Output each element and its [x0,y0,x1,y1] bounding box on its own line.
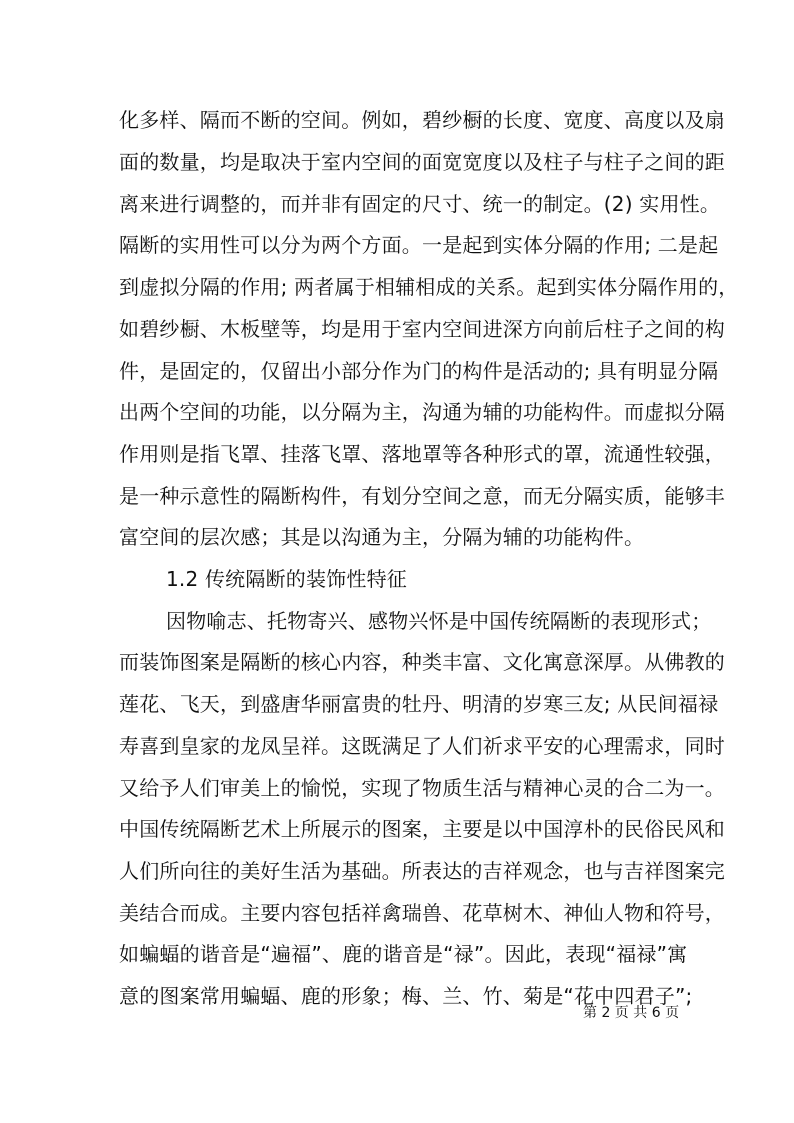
body-text-line: 作用则是指飞罩、挂落飞罩、落地罩等各种形式的罩，流通性较强， [119,442,725,466]
body-text-line: 人们所向往的美好生活为基础。所表达的吉祥观念，也与吉祥图案完 [119,859,725,883]
body-text-line: 隔断的实用性可以分为两个方面。一是起到实体分隔的作用; 二是起 [119,233,719,257]
section-heading: 1.2 传统隔断的装饰性特征 [166,567,407,591]
body-text-line: 出两个空间的功能，以分隔为主，沟通为辅的功能构件。而虚拟分隔 [119,400,725,424]
body-text-line: 意的图案常用蝙蝠、鹿的形象；梅、兰、竹、菊是“花中四君子”; [119,984,693,1008]
body-text-line: 寿喜到皇家的龙凤呈祥。这既满足了人们祈求平安的心理需求，同时 [119,734,725,758]
body-text-line: 化多样、隔而不断的空间。例如，碧纱橱的长度、宽度、高度以及扇 [119,108,725,132]
page-number-footer: 第 2 页 共 6 页 [583,1005,680,1021]
paragraph-first-line: 因物喻志、托物寄兴、感物兴怀是中国传统隔断的表现形式； [166,609,712,633]
body-text-line: 如碧纱橱、木板壁等，均是用于室内空间进深方向前后柱子之间的构 [119,317,725,341]
body-text-line: 富空间的层次感；其是以沟通为主，分隔为辅的功能构件。 [119,525,645,549]
body-text-line: 美结合而成。主要内容包括祥禽瑞兽、花草树木、神仙人物和符号， [119,901,725,925]
body-text-line: 而装饰图案是隔断的核心内容，种类丰富、文化寓意深厚。从佛教的 [119,650,725,674]
body-text-line: 离来进行调整的，而并非有固定的尺寸、统一的制定。(2) 实用性。 [119,192,721,216]
body-text-line: 件，是固定的，仅留出小部分作为门的构件是活动的; 具有明显分隔 [119,359,719,383]
body-text-line: 面的数量，均是取决于室内空间的面宽宽度以及柱子与柱子之间的距 [119,150,725,174]
body-text-line: 是一种示意性的隔断构件，有划分空间之意，而无分隔实质，能够丰 [119,484,725,508]
body-text-line: 莲花、飞天，到盛唐华丽富贵的牡丹、明清的岁寒三友; 从民间福禄 [119,692,719,716]
body-text-line: 又给予人们审美上的愉悦，实现了物质生活与精神心灵的合二为一。 [119,776,725,800]
body-text-line: 中国传统隔断艺术上所展示的图案，主要是以中国淳朴的民俗民风和 [119,817,725,841]
body-text-line: 到虚拟分隔的作用; 两者属于相辅相成的关系。起到实体分隔作用的， [119,275,739,299]
body-text-line: 如蝙蝠的谐音是“遍福”、鹿的谐音是“禄”。因此，表现“福禄”寓 [119,942,688,966]
